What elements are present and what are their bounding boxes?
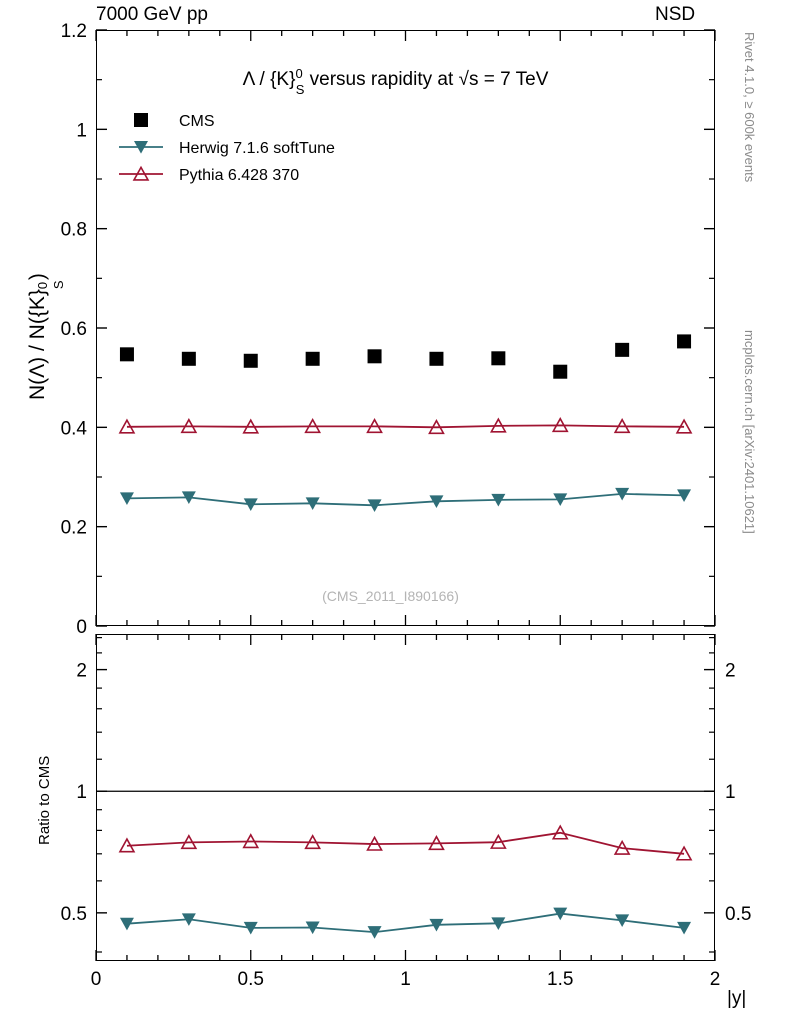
ratio-series-line (127, 914, 684, 933)
x-axis-title: |y| (727, 988, 747, 1009)
x-tick-label: 1.5 (547, 969, 574, 990)
ratio-series-line (127, 833, 684, 854)
y-axis-title-tail: ) (26, 273, 49, 281)
x-tick-label: 2 (709, 969, 721, 990)
x-tick-label: 0 (90, 969, 102, 990)
y-tick-label: 0.2 (60, 517, 87, 539)
ratio-y-tick-label-right: 1 (725, 782, 736, 804)
y-tick-label: 0 (76, 617, 87, 638)
y-axis-title-main-text: N(Λ) / N({K} (26, 289, 49, 400)
header-right-label: NSD (655, 4, 696, 25)
y-tick-label: 0.8 (60, 219, 87, 241)
ratio-y-tick-label: 0.5 (60, 903, 87, 925)
y-tick-label: 0.4 (60, 418, 87, 440)
x-tick-label: 0.5 (237, 969, 264, 990)
ratio-y-tick-label: 2 (76, 660, 87, 682)
header-left-label: 7000 GeV pp (96, 4, 208, 25)
y-axis-title-main (26, 273, 66, 400)
ratio-y-tick-label-right: 0.5 (725, 903, 752, 925)
legend-label: Pythia 6.428 370 (179, 167, 300, 184)
y-axis-title-sup: 0 (35, 281, 50, 290)
y-tick-label: 0.6 (60, 319, 87, 340)
y-tick-label: 1 (76, 120, 87, 142)
plot-title: Λ / $\{K\}^0$ S versus rapidity at √s = 7 TeV (242, 66, 549, 97)
dataset-watermark: (CMS_2011_I890166) (322, 588, 459, 604)
legend-label: Herwig 7.1.6 softTune (179, 140, 335, 157)
y-axis-title-ratio: Ratio to CMS (36, 755, 53, 845)
mcplots-label: mcplots.cern.ch [arXiv:2401.10621] (742, 330, 757, 534)
y-tick-label: 1.2 (60, 21, 87, 42)
ratio-y-tick-label-right: 2 (725, 660, 736, 682)
x-tick-label: 1 (400, 969, 411, 990)
ratio-y-tick-label: 1 (76, 782, 87, 804)
rivet-version-label: Rivet 4.1.0, ≥ 600k events (742, 32, 757, 183)
y-axis-title-sub: S (51, 280, 66, 290)
legend-label: CMS (179, 113, 215, 130)
